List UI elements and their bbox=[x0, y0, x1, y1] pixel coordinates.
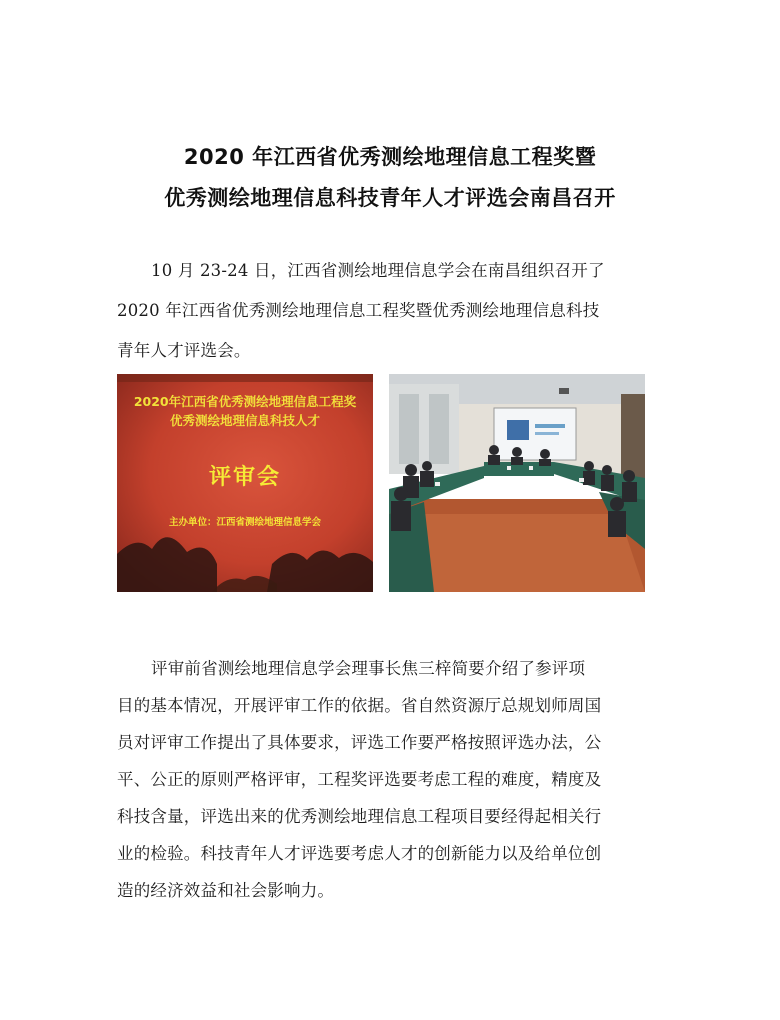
article-title-line-2: 优秀测绘地理信息科技青年人才评选会南昌召开 bbox=[164, 186, 616, 210]
meeting-photo bbox=[389, 374, 645, 592]
article-title-line-1: 2020 年江西省优秀测绘地理信息工程奖暨 bbox=[183, 145, 597, 169]
meeting-photo-graphic bbox=[389, 374, 645, 592]
banner-line-3: 评审会 bbox=[208, 465, 281, 490]
banner-line-2: 优秀测绘地理信息科技人才 bbox=[169, 413, 320, 428]
document-page: 2020 年江西省优秀测绘地理信息工程奖暨 优秀测绘地理信息科技青年人才评选会南昌召开 10 月 23-24 日，江西省测绘地理信息学会在南昌组织召开了 2020 年江西省优秀测绘地理信息工程奖暨优秀测绘地理信息科技 青年人才评选会。 2020年江西省优秀测绘地理信息工程奖 优秀测绘地理信息科技人才 评审会 主办单位：江西省测绘地理信息学会 评审前省测绘地理信息学会理事长焦三梓简要介绍了参评项 目的基本情况，开展评审工作的依据。省自然资源厅总规划师周国 员对评审工作提出了具体要求，评选工作要严格按照评选办法，公 平、公正的原则严格评审，工程奖评选要考虑工程的难度，精度及 科技含量，评选出来的优秀测绘地理信息工程项目要经得起相关行 业的检验。科技青年人才评选要考虑人才的创新能力以及给单位创 造的经济效益和社会影响力。 bbox=[0, 0, 780, 1020]
banner-photo bbox=[117, 374, 373, 592]
banner-line-1: 2020年江西省优秀测绘地理信息工程奖 bbox=[133, 394, 357, 409]
banner-line-4: 主办单位：江西省测绘地理信息学会 bbox=[168, 517, 321, 528]
